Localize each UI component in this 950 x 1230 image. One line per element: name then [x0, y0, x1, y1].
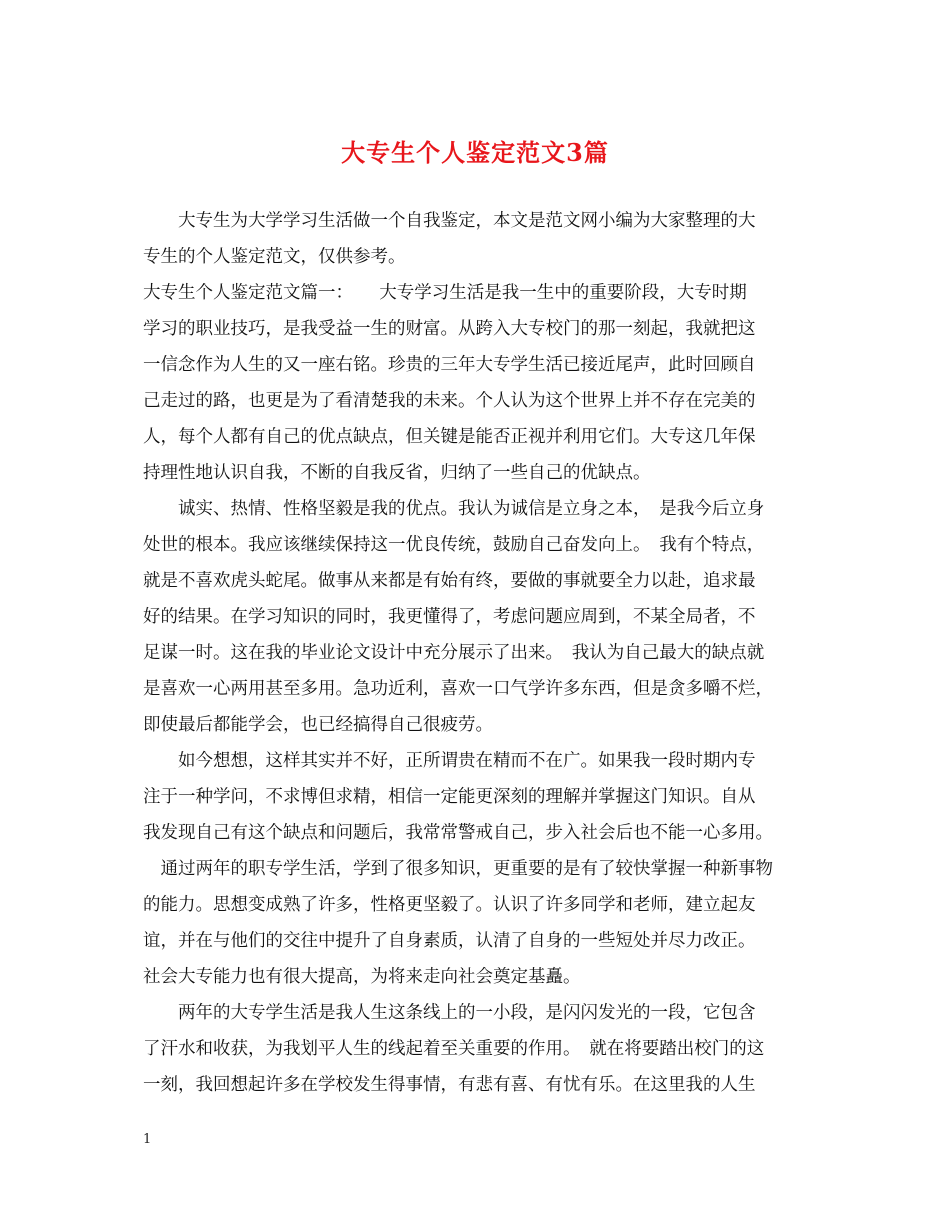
text-line: 足谋一时。这在我的毕业论文设计中充分展示了出来。 我认为自己最大的缺点就 — [143, 643, 765, 663]
text-line: 好的结果。在学习知识的同时，我更懂得了，考虑问题应周到，不某全局者，不 — [143, 607, 756, 627]
page-number: 1 — [143, 1132, 152, 1147]
text-line: 己走过的路，也更是为了看清楚我的未来。个人认为这个世界上并不存在完美的 — [143, 391, 756, 411]
text-line: 的能力。思想变成熟了许多，性格更坚毅了。认识了许多同学和老师，建立起友 — [143, 895, 756, 915]
text-line: 了汗水和收获，为我划平人生的线起着至关重要的作用。 就在将要踏出校门的这 — [143, 1039, 765, 1059]
text-line: 人，每个人都有自己的优点缺点，但关键是能否正视并利用它们。大专这几年保 — [143, 427, 756, 447]
text-line: 注于一种学问，不求博但求精，相信一定能更深刻的理解并掌握这门知识。自从 — [143, 787, 756, 807]
text-line: 谊，并在与他们的交往中提升了自身素质，认清了自身的一些短处并尽力改正。 — [143, 931, 756, 951]
text-line: 两年的大专学生活是我人生这条线上的一小段，是闪闪发光的一段，它包含 — [143, 1003, 756, 1023]
text-line: 大专生个人鉴定范文篇一： 大专学习生活是我一生中的重要阶段，大专时期 — [143, 283, 747, 303]
text-line: 学习的职业技巧，是我受益一生的财富。从跨入大专校门的那一刻起，我就把这 — [143, 319, 756, 339]
text-line: 一信念作为人生的又一座右铭。珍贵的三年大专学生活已接近尾声，此时回顾自 — [143, 355, 756, 375]
text-line: 处世的根本。我应该继续保持这一优良传统，鼓励自己奋发向上。 我有个特点， — [143, 535, 765, 555]
document-title: 大专生个人鉴定范文3篇 — [341, 138, 609, 167]
text-line: 是喜欢一心两用甚至多用。急功近利，喜欢一口气学许多东西，但是贪多嚼不烂， — [143, 679, 773, 699]
text-line: 我发现自己有这个缺点和问题后，我常常警戒自己，步入社会后也不能一心多用。 — [143, 823, 773, 843]
text-line: 如今想想，这样其实并不好，正所谓贵在精而不在广。如果我一段时期内专 — [143, 751, 756, 771]
text-line: 通过两年的职专学生活，学到了很多知识，更重要的是有了较快掌握一种新事物 — [143, 859, 773, 879]
text-line: 大专生为大学学习生活做一个自我鉴定，本文是范文网小编为大家整理的大 — [143, 211, 756, 231]
text-line: 一刻，我回想起许多在学校发生得事情，有悲有喜、有忧有乐。在这里我的人生 — [143, 1075, 756, 1095]
text-line: 诚实、热情、性格坚毅是我的优点。我认为诚信是立身之本， 是我今后立身 — [143, 499, 765, 519]
text-line: 社会大专能力也有很大提高，为将来走向社会奠定基矗。 — [143, 967, 581, 987]
text-line: 即使最后都能学会，也已经搞得自己很疲劳。 — [143, 715, 493, 735]
text-line: 持理性地认识自我，不断的自我反省，归纳了一些自己的优缺点。 — [143, 463, 651, 483]
text-line: 专生的个人鉴定范文，仅供参考。 — [143, 247, 406, 267]
text-line: 就是不喜欢虎头蛇尾。做事从来都是有始有终，要做的事就要全力以赴，追求最 — [143, 571, 756, 591]
